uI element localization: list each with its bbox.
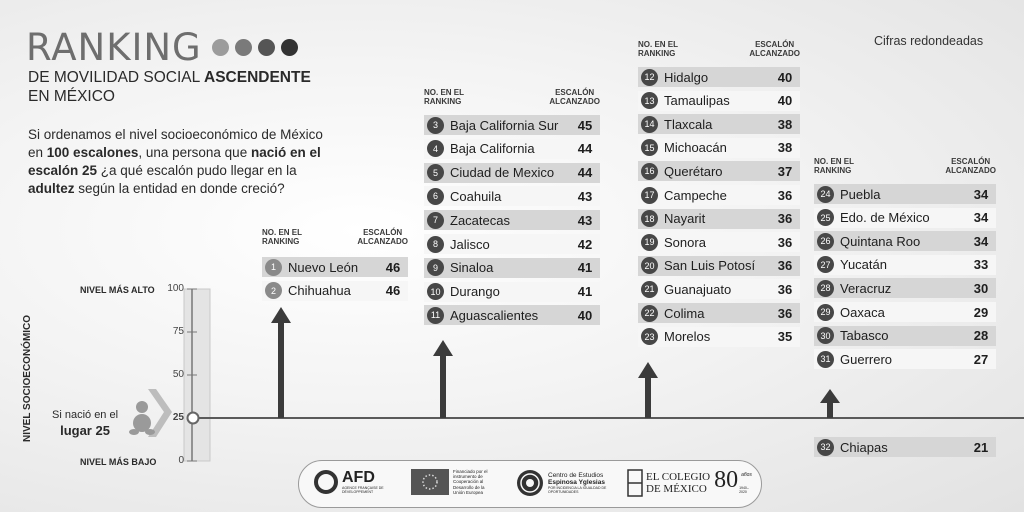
step-value: 36 xyxy=(777,234,793,250)
table-row xyxy=(424,163,600,183)
state-name: Chihuahua xyxy=(288,283,351,298)
rank-header-line: RANKING xyxy=(638,49,676,58)
rank-badge: 29 xyxy=(817,304,834,321)
state-name: Aguascalientes xyxy=(450,307,539,323)
state-name: Campeche xyxy=(664,187,727,203)
ceey-sub: POR INCIDENCIA LA IGUALDAD DE OPORTUNIDADES xyxy=(548,486,607,494)
tick-label-0: 0 xyxy=(178,455,184,466)
born-line1: Si nació en el xyxy=(52,409,119,421)
value-column-header xyxy=(945,157,996,175)
step-value: 46 xyxy=(385,259,401,275)
intro-p3: ¿a qué escalón pudo llegar en la xyxy=(97,163,297,178)
eu-text-line: Financiado por el xyxy=(453,469,488,474)
level-low-label: NIVEL MÁS BAJO xyxy=(80,457,157,467)
arrow-group-2 xyxy=(433,340,453,418)
state-name: Zacatecas xyxy=(450,212,510,228)
step-value: 28 xyxy=(973,328,989,344)
rank-badge: 25 xyxy=(817,209,834,226)
rank-badge: 10 xyxy=(427,283,444,300)
rank-badge: 5 xyxy=(427,164,444,181)
rank-badge: 31 xyxy=(817,351,834,368)
table-row xyxy=(814,231,996,251)
eu-text xyxy=(453,469,488,495)
step-value: 27 xyxy=(973,351,989,367)
marker-25 xyxy=(188,413,199,424)
rank-badge: 15 xyxy=(641,139,658,156)
table-header xyxy=(262,228,408,246)
step-value: 44 xyxy=(577,141,593,157)
table-row xyxy=(638,256,800,276)
rank-header-line: RANKING xyxy=(424,97,462,106)
table-row xyxy=(638,327,800,347)
step-value: 41 xyxy=(577,260,593,276)
intro-b2: nació en el escalón 25 xyxy=(28,145,321,178)
table-row xyxy=(638,232,800,252)
tick-label-100: 100 xyxy=(167,283,184,294)
eu-logo xyxy=(411,469,488,495)
rank-badge: 3 xyxy=(427,117,444,134)
state-name: Sinaloa xyxy=(450,260,494,276)
afd-text: AFD xyxy=(342,469,375,486)
tick-label-75: 75 xyxy=(172,326,184,337)
table-header xyxy=(814,157,996,175)
state-name: Guanajuato xyxy=(664,281,732,297)
step-value: 40 xyxy=(777,93,793,109)
step-value: 21 xyxy=(973,439,989,455)
rank-badge: 4 xyxy=(427,140,444,157)
colmex-line1: EL COLEGIO xyxy=(646,471,711,483)
arrow-group-1 xyxy=(271,307,291,418)
value-header-line: ESCALÓN xyxy=(363,228,403,237)
state-name: Nuevo León xyxy=(288,259,359,275)
value-header-line: ESCALÓN xyxy=(755,40,795,49)
eu-text-line: Desarrollo de la xyxy=(453,484,485,490)
table-row xyxy=(814,437,996,457)
rank-badge: 6 xyxy=(427,188,444,205)
intro-p2: , una persona que xyxy=(138,145,251,160)
colmex-years: 80 xyxy=(714,467,739,493)
intro-b3: adultez xyxy=(28,181,75,196)
state-name: Veracruz xyxy=(840,280,892,296)
arrow-group-3 xyxy=(638,362,658,418)
step-value: 30 xyxy=(973,280,989,296)
table-row xyxy=(814,255,996,275)
state-name: Puebla xyxy=(840,186,881,202)
table-row xyxy=(638,67,800,87)
rank-header-line: RANKING xyxy=(814,166,852,175)
step-value: 36 xyxy=(777,305,793,321)
value-header-line: ALCANZADO xyxy=(945,166,996,175)
rank-badge: 9 xyxy=(427,259,444,276)
state-name: Sonora xyxy=(664,234,706,250)
step-value: 29 xyxy=(973,304,989,320)
state-name: Chiapas xyxy=(840,439,888,455)
rank-header-line: NO. EN EL xyxy=(424,88,465,97)
state-name: Tamaulipas xyxy=(664,93,730,109)
rank-badge: 16 xyxy=(641,163,658,180)
rank-badge: 22 xyxy=(641,305,658,322)
tick-label-25: 25 xyxy=(172,412,184,423)
step-value: 44 xyxy=(577,165,593,181)
rounded-note: Cifras redondeadas xyxy=(874,34,984,48)
rank-badge: 1 xyxy=(265,259,282,276)
ceey-emblem-icon xyxy=(515,468,545,498)
step-value: 36 xyxy=(777,258,793,274)
table-row xyxy=(814,184,996,204)
table-row xyxy=(262,257,408,277)
value-header-line: ESCALÓN xyxy=(555,88,595,97)
rank-header-line: RANKING xyxy=(262,237,300,246)
step-value: 34 xyxy=(973,233,989,249)
step-value: 43 xyxy=(577,188,593,204)
state-name: Michoacán xyxy=(664,140,727,156)
state-name: Edo. de México xyxy=(840,210,930,226)
intro-b1: 100 escalones xyxy=(46,145,139,160)
table-row xyxy=(424,234,600,254)
eu-text-line: instrumento de xyxy=(453,474,483,480)
title-ranking: RANKING xyxy=(26,26,202,69)
rank-badge: 2 xyxy=(265,282,282,299)
state-name: Tlaxcala xyxy=(664,116,713,132)
state-name: Oaxaca xyxy=(840,304,885,320)
table-row xyxy=(424,258,600,278)
state-name: Querétaro xyxy=(664,163,723,179)
born-number: 25 xyxy=(95,423,110,438)
state-name: Hidalgo xyxy=(664,69,709,85)
step-value: 45 xyxy=(577,117,593,133)
rank-badge: 20 xyxy=(641,257,658,274)
eu-flag-icon xyxy=(411,469,449,495)
y-axis-label: NIVEL SOCIOECONÓMICO xyxy=(22,314,33,442)
state-name: Guerrero xyxy=(840,351,893,367)
state-name: Tabasco xyxy=(840,328,889,344)
table-row xyxy=(638,185,800,205)
intro-p1: Si ordenamos el nivel socioeconómico de México en xyxy=(28,127,323,160)
rank-badge: 12 xyxy=(641,69,658,86)
state-name: Yucatán xyxy=(840,257,887,273)
table-row xyxy=(638,114,800,134)
value-column-header xyxy=(749,40,800,58)
table-row xyxy=(424,115,600,135)
ceey-line2: Espinosa Yglesias xyxy=(548,479,605,486)
state-name: Morelos xyxy=(664,329,711,345)
step-value: 40 xyxy=(777,69,793,85)
footer-logos xyxy=(298,460,762,508)
table-row xyxy=(638,303,800,323)
subtitle-part: DE MOVILIDAD SOCIAL xyxy=(28,69,204,86)
afd-subtext: AGENCE FRANÇAISE DE DÉVELOPPEMENT xyxy=(342,486,384,494)
table-row xyxy=(424,210,600,230)
rank-badge: 14 xyxy=(641,116,658,133)
table-row xyxy=(814,349,996,369)
state-name: Baja California Sur xyxy=(450,117,559,133)
rank-badge: 18 xyxy=(641,210,658,227)
step-value: 46 xyxy=(385,283,401,298)
rank-header-line: NO. EN EL xyxy=(262,228,303,237)
table-row xyxy=(638,209,800,229)
table-row xyxy=(814,208,996,228)
value-header-line: ALCANZADO xyxy=(749,49,800,58)
born-label xyxy=(52,408,118,440)
state-name: Coahuila xyxy=(450,188,502,204)
table-row xyxy=(814,326,996,346)
value-header-line: ALCANZADO xyxy=(549,97,600,106)
rank-badge: 19 xyxy=(641,234,658,251)
rank-badge: 7 xyxy=(427,212,444,229)
rank-badge: 21 xyxy=(641,281,658,298)
state-name: Jalisco xyxy=(450,236,490,252)
step-value: 35 xyxy=(777,329,793,345)
subtitle-line2: EN MÉXICO xyxy=(28,88,115,105)
afd-ring-icon xyxy=(313,469,339,495)
rank-header-line: NO. EN EL xyxy=(814,157,855,166)
level-high-label: NIVEL MÁS ALTO xyxy=(80,285,155,295)
state-name: Durango xyxy=(450,284,500,300)
step-value: 37 xyxy=(777,163,793,179)
step-value: 42 xyxy=(577,236,593,252)
ceey-line1: Centro de Estudios xyxy=(548,472,604,479)
table-row xyxy=(424,139,600,159)
colmex-logo xyxy=(627,469,754,497)
step-value: 36 xyxy=(777,211,793,227)
rank-badge: 17 xyxy=(641,187,658,204)
state-name: Colima xyxy=(664,305,705,321)
colmex-line2: DE MÉXICO xyxy=(646,483,707,495)
intro-p4: según la entidad en donde creció? xyxy=(74,181,285,196)
state-name: Quintana Roo xyxy=(840,233,921,249)
step-value: 40 xyxy=(577,307,593,323)
step-value: 36 xyxy=(777,281,793,297)
value-column-header xyxy=(357,228,408,246)
eu-text-line: Cooperación al xyxy=(453,479,484,485)
rank-badge: 24 xyxy=(817,186,834,203)
value-column-header xyxy=(549,88,600,106)
table-row xyxy=(638,161,800,181)
rank-badge: 30 xyxy=(817,327,834,344)
step-value: 34 xyxy=(973,186,989,202)
rank-badge: 8 xyxy=(427,236,444,253)
subtitle-bold: ASCENDENTE xyxy=(204,69,311,86)
state-name: Ciudad de Mexico xyxy=(450,165,555,181)
colmex-anos: años xyxy=(741,472,752,478)
step-value: 33 xyxy=(973,257,989,273)
rank-badge: 32 xyxy=(817,439,834,456)
ceey-logo xyxy=(515,468,618,498)
eu-text-line: Unión Europea xyxy=(453,489,484,495)
table-row xyxy=(638,91,800,111)
arrow-group-4 xyxy=(820,389,840,418)
rank-badge: 27 xyxy=(817,256,834,273)
step-value: 36 xyxy=(777,187,793,203)
step-value: 41 xyxy=(577,284,593,300)
table-row xyxy=(424,305,600,325)
step-value: 34 xyxy=(973,210,989,226)
state-name: San Luis Potosí xyxy=(664,258,756,274)
rank-badge: 28 xyxy=(817,280,834,297)
table-row xyxy=(638,279,800,299)
table-row xyxy=(814,302,996,322)
colmex-range: 1940–2020 xyxy=(739,486,749,494)
rank-header-line: NO. EN EL xyxy=(638,40,679,49)
rank-badge: 26 xyxy=(817,233,834,250)
state-name: Nayarit xyxy=(664,211,706,227)
table-row xyxy=(424,186,600,206)
table-row xyxy=(814,278,996,298)
value-header-line: ALCANZADO xyxy=(357,237,408,246)
value-header-line: ESCALÓN xyxy=(951,157,991,166)
rank-badge: 13 xyxy=(641,92,658,109)
rank-badge: 23 xyxy=(641,328,658,345)
table-row xyxy=(262,281,408,301)
rank-badge: 11 xyxy=(427,307,444,324)
born-place-label: lugar xyxy=(60,423,96,438)
tick-label-50: 50 xyxy=(172,369,184,380)
table-header xyxy=(424,88,600,106)
step-value: 38 xyxy=(777,140,793,156)
baby-icon xyxy=(129,401,155,435)
step-value: 38 xyxy=(777,116,793,132)
table-header xyxy=(638,40,800,58)
afd-logo xyxy=(313,469,386,495)
table-row xyxy=(638,138,800,158)
colmex-emblem-icon xyxy=(627,469,643,497)
state-name: Baja California xyxy=(450,141,535,157)
step-value: 43 xyxy=(577,212,593,228)
table-row xyxy=(424,282,600,302)
